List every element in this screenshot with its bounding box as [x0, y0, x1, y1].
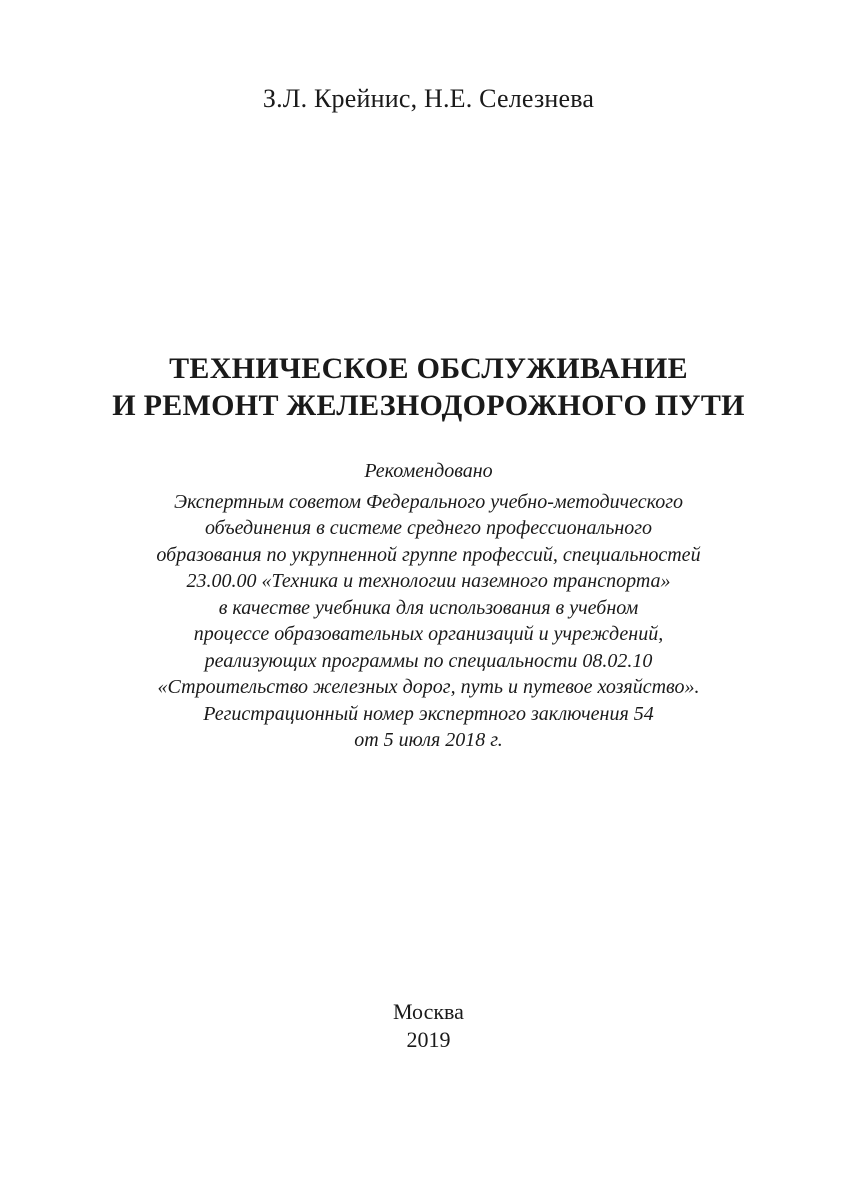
book-title [0, 350, 857, 424]
imprint-city: Москва [393, 999, 464, 1024]
recommendation-block [0, 458, 857, 754]
recommendation-line: от 5 июля 2018 г. [354, 729, 503, 751]
authors: З.Л. Крейнис, Н.Е. Селезнева [262, 84, 595, 113]
recommendation-line: процессе образовательных организаций и учреждений, [193, 623, 664, 645]
recommendation-line: Регистрационный номер экспертного заключения 54 [203, 702, 654, 725]
recommendation-line: объединения в системе среднего профессионального [204, 517, 653, 539]
recommendation-line: в качестве учебника для использования в учебном [218, 596, 639, 619]
book-title-line: ТЕХНИЧЕСКОЕ ОБСЛУЖИВАНИЕ [169, 352, 688, 385]
recommendation-line: реализующих программы по специальности 08.02.10 [204, 649, 653, 672]
recommendation-line: Экспертным советом Федерального учебно-методического [174, 490, 683, 513]
recommendation-heading: Рекомендовано [364, 460, 493, 482]
recommendation-line: образования по укрупненной группе профессий, специальностей [156, 543, 701, 566]
recommendation-line: 23.00.00 «Техника и технологии наземного транспорта» [186, 570, 671, 592]
book-title-line: И РЕМОНТ ЖЕЛЕЗНОДОРОЖНОГО ПУТИ [112, 389, 745, 422]
recommendation-line: «Строительство железных дорог, путь и путевое хозяйство». [157, 676, 700, 698]
imprint-year: 2019 [406, 1027, 451, 1052]
imprint [0, 998, 857, 1054]
